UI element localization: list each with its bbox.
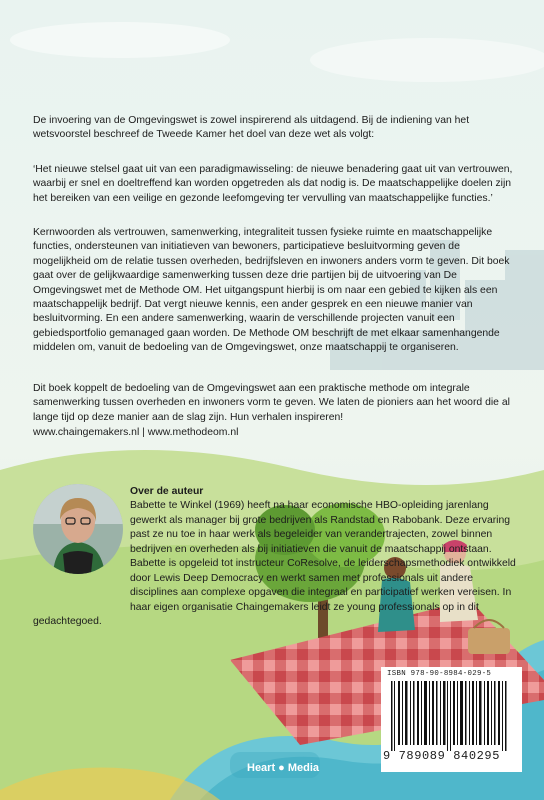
intro-paragraph: De invoering van de Omgevingswet is zowel inspirerend als uitdagend. Bij de indiening van het wetsvoorstel beschreef de Tweede Kamer het doel van deze wet als volgt: [33,115,470,141]
author-heading: Over de auteur [130,486,204,497]
barcode-number: 9 789089 840295 [383,749,501,763]
website-links: www.chaingemakers.nl | www.methodeom.nl [33,427,239,438]
author-bio: Babette te Winkel (1969) heeft na haar economische HBO-opleiding jarenlang gewerkt als manager bij grote bedrijven als Randstad en Rabobank. Deze ervaring past ze nu toe in haar werk als begeleider van verandertrajecten, zowel binnen bedrijven en overheden als bij initiatieven die vanuit de maatschappij ontstaan. Babette is opgeleid tot instructeur CoResolve, de leiderschapsmethodiek ontwikkeld door Lewis Deep Democracy en werkt samen met professionals uit andere disciplines aan complexe opgaven die integraal en participatief werken vereisen. In haar eigen organisatie Chaingemakers leidt ze young professionals op in dit gedachtegoed. [33,500,516,627]
isbn-text: ISBN 978-90-8984-029-5 [387,670,492,678]
publisher-logo: Heart ● Media [247,762,320,774]
closing-paragraph: Dit boek koppelt de bedoeling van de Omgevingswet aan een praktische methode om integrale samenwerking tussen overheden en inwoners vorm te geven. We laten de pioniers aan het woord die al lange tijd op deze manier aan de slag zijn. Hun verhalen inspireren! [33,383,510,423]
law-quote: ‘Het nieuwe stelsel gaat uit van een paradigmawisseling: de nieuwe benadering gaat uit van vertrouwen, waarbij er snel en doeltreffend kan worden opgetreden als dat nodig is. De maatschappelijke doelen zijn het bereiken van een veilige en gezonde leefomgeving ter vervulling van maatschappelijke functies.’ [33,164,513,204]
body-paragraph: Kernwoorden als vertrouwen, samenwerking, integraliteit tussen fysieke ruimte en maatschappelijke functies, ondersteunen van initiatieven van bewoners, participatieve besluitvorming geven de mogelijkheid om de relatie tussen overheden, bedrijfsleven en inwoners anders vorm te geven. Dit boek gaat over de gelijkwaardige samenwerking tussen deze drie partijen bij de uitvoering van De Omgevingswet met de Methode OM. Het uitgangspunt hierbij is om naar een gebied te kijken als een maatschappelijk bedrijf. Dat vergt nieuwe kennis, een ander gesprek en een nieuwe manier van besluitvorming. En een andere samenwerking, waarin de verschillende projecten vanuit een gebiedsportfolio gemanaged gaan worden. De Methode OM beschrijft de met elkaar samenhangende middelen om, vanuit de bedoeling van de Omgevingswet, onze maatschappij te organiseren. [33,227,510,354]
